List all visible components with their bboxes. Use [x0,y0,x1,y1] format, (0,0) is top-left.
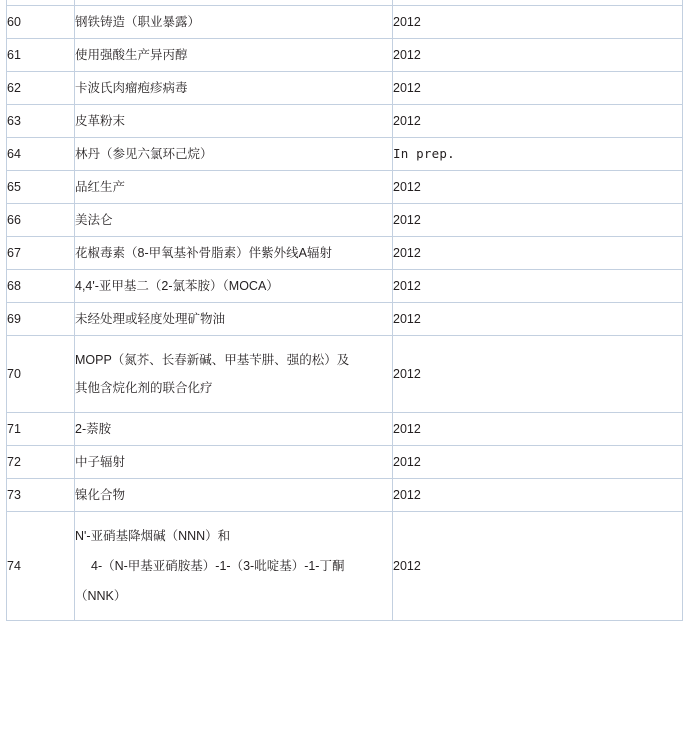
cell-year: 2012 [393,204,683,237]
agent-line: （NNK） [75,589,127,603]
cell-year: 2012 [393,105,683,138]
table-row [7,6,683,39]
cell-num: 69 [7,303,75,336]
cell-agent [75,413,393,446]
table-body [7,0,683,621]
agent-line: 美法仑 [75,213,113,227]
table-row [7,105,683,138]
agent-line: 品红生产 [75,180,126,194]
agent-line: 未经处理或轻度处理矿物油 [75,312,226,326]
cell-num: 72 [7,446,75,479]
agent-line: 4,4'-亚甲基二（2-氯苯胺）（MOCA） [75,279,279,293]
cell-agent [75,446,393,479]
table-row [7,303,683,336]
cell-num: 67 [7,237,75,270]
cell-agent [75,479,393,512]
agent-line: 其他含烷化剂的联合化疗 [75,381,213,395]
table-row [7,204,683,237]
table-row [7,512,683,621]
cell-num: 66 [7,204,75,237]
cell-agent [75,303,393,336]
agent-line: 中子辐射 [75,455,126,469]
cell-agent [75,138,393,171]
cell-agent [75,39,393,72]
table-row [7,446,683,479]
table-row [7,479,683,512]
cell-agent [75,105,393,138]
cell-agent [75,270,393,303]
agent-line: 皮革粉末 [75,114,126,128]
cell-year: 2012 [393,39,683,72]
cell-num: 71 [7,413,75,446]
agent-line: 钢铁铸造（职业暴露） [75,15,201,29]
cell-year: 2012 [393,336,683,413]
agent-line: 使用强酸生产异丙醇 [75,48,188,62]
cell-num: 68 [7,270,75,303]
cell-year: 2012 [393,446,683,479]
cell-year: 2012 [393,303,683,336]
agent-line: N'-亚硝基降烟碱（NNN）和 [75,529,231,543]
cell-num: 63 [7,105,75,138]
cell-year: 2012 [393,270,683,303]
cell-num: 70 [7,336,75,413]
agent-line: 2-萘胺 [75,422,112,436]
agent-line: 4-（N-甲基亚硝胺基）-1-（3-吡啶基）-1-丁酮 [91,559,345,573]
cell-year: 2012 [393,171,683,204]
carcinogen-table [6,0,683,621]
agent-line: MOPP（氮芥、长春新碱、甲基苄肼、强的松）及 [75,353,350,367]
cell-year: 2012 [393,6,683,39]
cell-year: 2012 [393,413,683,446]
table-row [7,171,683,204]
table-row [7,270,683,303]
agent-line: 镍化合物 [75,488,126,502]
cell-year: 2012 [393,72,683,105]
cell-num: 65 [7,171,75,204]
cell-num: 61 [7,39,75,72]
table-row [7,336,683,413]
table-row [7,413,683,446]
table-row [7,39,683,72]
agent-line: 花椒毒素（8-甲氧基补骨脂素）伴紫外线A辐射 [75,246,332,260]
cell-year: 2012 [393,237,683,270]
cell-agent [75,336,393,413]
cell-year: 2012 [393,479,683,512]
table-row [7,72,683,105]
agent-line: 林丹（参见六氯环己烷） [75,147,213,161]
cell-num: 74 [7,512,75,621]
cell-num: 60 [7,6,75,39]
cell-agent [75,171,393,204]
cell-agent [75,237,393,270]
cell-num: 62 [7,72,75,105]
cell-agent [75,6,393,39]
cell-agent [75,204,393,237]
table-row [7,237,683,270]
agent-line: 卡波氏肉瘤疱疹病毒 [75,81,188,95]
table-row [7,138,683,171]
cell-num: 73 [7,479,75,512]
cell-year: 2012 [393,512,683,621]
cell-agent [75,72,393,105]
cell-year: In prep. [393,138,683,171]
cell-agent [75,512,393,621]
cell-num: 64 [7,138,75,171]
